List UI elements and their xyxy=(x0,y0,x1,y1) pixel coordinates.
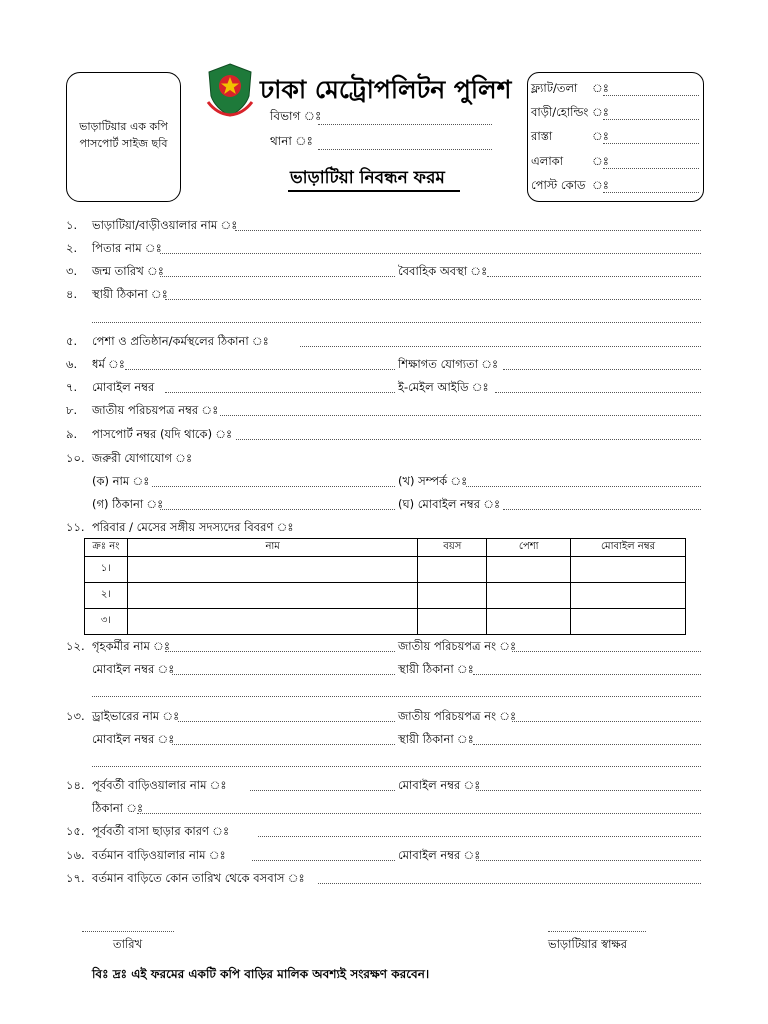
field-16-label: বর্তমান বাড়িওয়ালার নাম ঃ xyxy=(92,848,226,862)
prev-landlord-mobile-field[interactable] xyxy=(476,790,701,791)
marital-status-field[interactable] xyxy=(487,276,701,277)
col-occupation: পেশা xyxy=(487,539,571,557)
photo-text-line2: পাসপোর্ট সাইজ ছবি xyxy=(79,137,168,150)
emergency-mobile-field[interactable] xyxy=(503,509,701,510)
prev-landlord-mobile-label: মোবাইল নম্বর ঃ xyxy=(398,778,481,792)
field-6-number: ৬. xyxy=(66,357,78,371)
division-label: বিভাগ ঃ xyxy=(270,109,322,123)
field-11-label: পরিবার / মেসের সঙ্গীয় সদস্যদের বিবরণ ঃ xyxy=(92,520,294,534)
col-name: নাম xyxy=(127,539,417,557)
driver-mobile-label: মোবাইল নম্বর ঃ xyxy=(92,732,175,746)
row-serial: ২। xyxy=(85,583,128,609)
flat-label: ফ্ল্যাট/তলা xyxy=(531,81,578,95)
current-landlord-mobile-label: মোবাইল নম্বর ঃ xyxy=(398,848,481,862)
postcode-field[interactable] xyxy=(603,192,699,193)
field-14-label: পূর্ববর্তী বাড়িওয়ালার নাম ঃ xyxy=(92,778,227,792)
email-label: ই-মেইল আইডি ঃ xyxy=(398,380,489,394)
member-name-cell[interactable] xyxy=(127,583,417,609)
marital-status-label: বৈবাহিক অবস্থা ঃ xyxy=(398,264,488,278)
driver-nid-label: জাতীয় পরিচয়পত্র নং ঃ xyxy=(398,709,517,723)
driver-nid-field[interactable] xyxy=(512,721,701,722)
nid-field[interactable] xyxy=(220,415,701,416)
driver-name-field[interactable] xyxy=(178,721,395,722)
flat-sep: ঃ xyxy=(592,81,609,95)
field-2-label: পিতার নাম ঃ xyxy=(92,241,162,255)
permanent-address-field-2[interactable] xyxy=(92,322,701,323)
field-5-number: ৫. xyxy=(66,334,78,348)
member-age-cell[interactable] xyxy=(418,557,487,583)
member-mobile-cell[interactable] xyxy=(571,609,686,635)
photo-text-line1: ভাড়াটিয়ার এক কপি xyxy=(79,120,168,133)
member-name-cell[interactable] xyxy=(127,609,417,635)
tenant-signature-label: ভাড়াটিয়ার স্বাক্ষর xyxy=(548,937,628,951)
field-3-label: জন্ম তারিখ ঃ xyxy=(92,264,164,278)
emergency-address-field[interactable] xyxy=(160,509,395,510)
maid-address-label: স্থায়ী ঠিকানা ঃ xyxy=(398,662,474,676)
education-field[interactable] xyxy=(503,369,701,370)
road-sep: ঃ xyxy=(592,129,609,143)
passport-field[interactable] xyxy=(236,439,701,440)
field-11-number: ১১. xyxy=(66,520,85,534)
field-6-label: ধর্ম ঃ xyxy=(92,357,125,371)
date-signature-line[interactable] xyxy=(82,931,174,932)
current-landlord-name-field[interactable] xyxy=(252,860,395,861)
maid-address-field[interactable] xyxy=(473,674,701,675)
field-7-number: ৭. xyxy=(66,380,78,394)
tenant-name-field[interactable] xyxy=(235,230,701,231)
date-label: তারিখ xyxy=(113,937,143,951)
driver-address-field[interactable] xyxy=(473,744,701,745)
footer-note: বিঃ দ্রঃ এই ফরমের একটি কপি বাড়ির মালিক অবশ্যই সংরক্ষণ করবেন। xyxy=(92,967,430,981)
field-15-number: ১৫. xyxy=(66,824,85,838)
road-field[interactable] xyxy=(603,143,699,144)
holding-field[interactable] xyxy=(603,119,699,120)
field-9-label: পাসপোর্ট নম্বর (যদি থাকে) ঃ xyxy=(92,427,233,441)
email-field[interactable] xyxy=(495,392,701,393)
maid-nid-label: জাতীয় পরিচয়পত্র নং ঃ xyxy=(398,639,517,653)
field-16-number: ১৬. xyxy=(66,848,85,862)
field-8-label: জাতীয় পরিচয়পত্র নম্বর ঃ xyxy=(92,403,219,417)
emergency-address-label: (গ) ঠিকানা ঃ xyxy=(92,497,164,511)
division-field[interactable] xyxy=(318,124,492,125)
field-9-number: ৯. xyxy=(66,427,78,441)
field-3-number: ৩. xyxy=(66,264,78,278)
driver-address-field-2[interactable] xyxy=(92,766,701,767)
prev-landlord-address-label: ঠিকানা ঃ xyxy=(92,801,144,815)
education-label: শিক্ষাগত যোগ্যতা ঃ xyxy=(398,357,499,371)
row-serial: ১। xyxy=(85,557,128,583)
emergency-relation-label: (খ) সম্পর্ক ঃ xyxy=(398,474,468,488)
current-landlord-mobile-field[interactable] xyxy=(476,860,701,861)
thana-field[interactable] xyxy=(318,149,492,150)
field-1-label: ভাড়াটিয়া/বাড়ীওয়ালার নাম ঃ xyxy=(92,218,238,232)
thana-label: থানা ঃ xyxy=(270,134,313,148)
father-name-field[interactable] xyxy=(160,253,701,254)
member-occupation-cell[interactable] xyxy=(487,583,571,609)
col-age: বয়স xyxy=(418,539,487,557)
members-table xyxy=(84,538,686,635)
maid-nid-field[interactable] xyxy=(512,651,701,652)
org-title: ঢাকা মেট্রোপলিটন পুলিশ xyxy=(260,75,512,104)
form-title: ভাড়াটিয়া নিবন্ধন ফরম xyxy=(290,168,445,188)
field-17-label: বর্তমান বাড়িতে কোন তারিখ থেকে বসবাস ঃ xyxy=(92,871,305,885)
field-17-number: ১৭. xyxy=(66,871,85,885)
area-label: এলাকা xyxy=(531,154,564,168)
maid-mobile-label: মোবাইল নম্বর ঃ xyxy=(92,662,175,676)
prev-landlord-name-field[interactable] xyxy=(250,790,395,791)
driver-mobile-field[interactable] xyxy=(172,744,395,745)
col-mobile: মোবাইল নম্বর xyxy=(571,539,686,557)
member-name-cell[interactable] xyxy=(127,557,417,583)
field-13-number: ১৩. xyxy=(66,709,85,723)
field-5-label: পেশা ও প্রতিষ্ঠান/কর্মস্থলের ঠিকানা ঃ xyxy=(92,334,269,348)
postcode-sep: ঃ xyxy=(592,178,609,192)
members-table-header xyxy=(85,539,686,557)
field-12-number: ১২. xyxy=(66,639,85,653)
area-field[interactable] xyxy=(603,168,699,169)
field-14-number: ১৪. xyxy=(66,778,85,792)
religion-field[interactable] xyxy=(125,369,395,370)
postcode-label: পোস্ট কোড xyxy=(531,178,586,192)
occupation-field[interactable] xyxy=(300,346,701,347)
member-occupation-cell[interactable] xyxy=(487,557,571,583)
mobile-field[interactable] xyxy=(165,392,395,393)
row-serial: ৩। xyxy=(85,609,128,635)
field-10-label: জরুরী যোগাযোগ ঃ xyxy=(92,451,193,465)
maid-name-field[interactable] xyxy=(165,651,395,652)
table-row xyxy=(85,583,686,609)
prev-landlord-address-field[interactable] xyxy=(137,813,701,814)
form-title-underline xyxy=(288,190,460,192)
holding-sep: ঃ xyxy=(592,105,609,119)
field-13-label: ড্রাইভারের নাম ঃ xyxy=(92,709,180,723)
field-12-label: গৃহকর্মীর নাম ঃ xyxy=(92,639,170,653)
emergency-relation-field[interactable] xyxy=(466,486,701,487)
field-2-number: ২. xyxy=(66,241,78,255)
field-15-label: পূর্ববর্তী বাসা ছাড়ার কারণ ঃ xyxy=(92,824,230,838)
tenant-signature-line[interactable] xyxy=(548,931,646,932)
birth-date-field[interactable] xyxy=(160,276,395,277)
maid-mobile-field[interactable] xyxy=(172,674,395,675)
member-mobile-cell[interactable] xyxy=(571,583,686,609)
road-label: রাস্তা xyxy=(531,129,553,143)
residence-start-date-field[interactable] xyxy=(318,883,701,884)
member-occupation-cell[interactable] xyxy=(487,609,571,635)
field-4-label: স্থায়ী ঠিকানা ঃ xyxy=(92,287,168,301)
member-mobile-cell[interactable] xyxy=(571,557,686,583)
field-1-number: ১. xyxy=(66,218,78,232)
area-sep: ঃ xyxy=(592,154,609,168)
holding-label: বাড়ী/হোল্ডিং xyxy=(531,105,589,119)
flat-field[interactable] xyxy=(603,95,699,96)
maid-address-field-2[interactable] xyxy=(92,696,701,697)
field-8-number: ৮. xyxy=(66,403,78,417)
field-10-number: ১০. xyxy=(66,451,85,465)
table-row xyxy=(85,557,686,583)
dmp-logo-icon xyxy=(205,62,255,118)
table-row xyxy=(85,609,686,635)
emergency-mobile-label: (ঘ) মোবাইল নম্বর ঃ xyxy=(398,497,501,511)
photo-instruction xyxy=(66,118,181,152)
leave-reason-field[interactable] xyxy=(258,836,701,837)
driver-address-label: স্থায়ী ঠিকানা ঃ xyxy=(398,732,474,746)
member-age-cell[interactable] xyxy=(418,609,487,635)
field-7-label: মোবাইল নম্বর xyxy=(92,380,155,394)
emergency-name-field[interactable] xyxy=(152,486,395,487)
member-age-cell[interactable] xyxy=(418,583,487,609)
permanent-address-field[interactable] xyxy=(165,299,701,300)
field-4-number: ৪. xyxy=(66,287,78,301)
emergency-name-label: (ক) নাম ঃ xyxy=(92,474,150,488)
col-serial: ক্রঃ নং xyxy=(85,539,128,557)
